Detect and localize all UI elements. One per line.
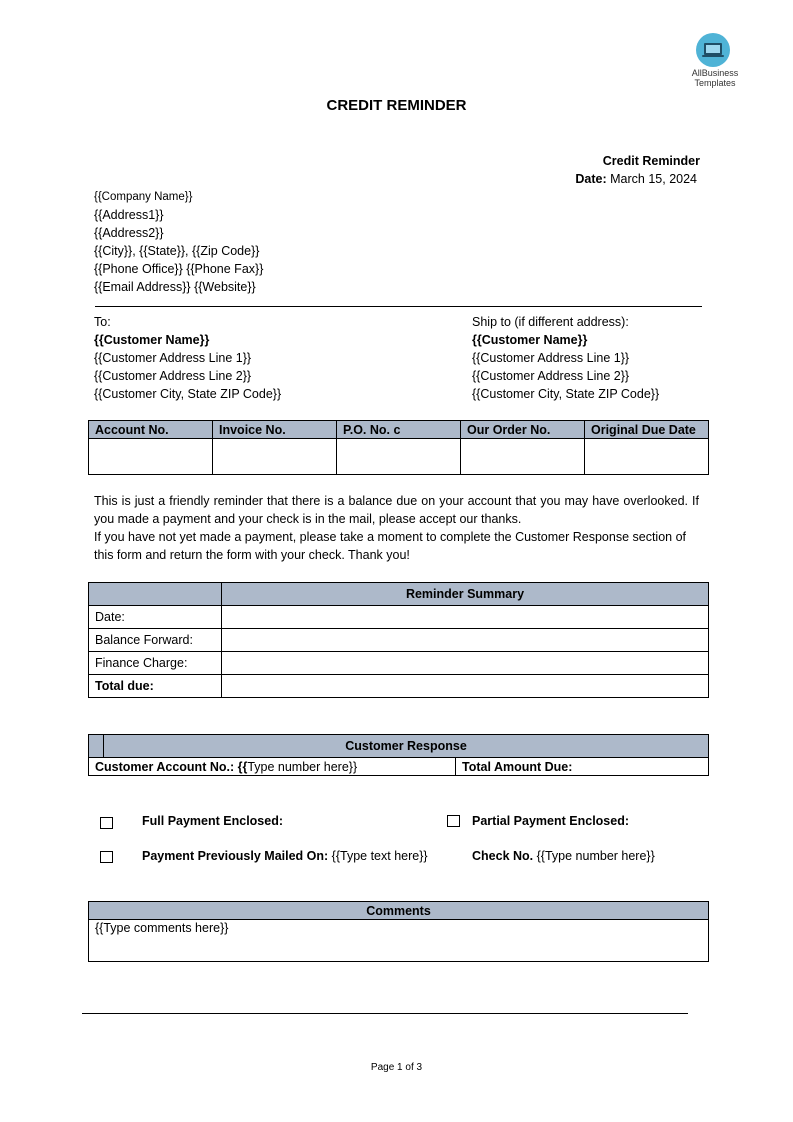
reminder-summary-table [88,582,709,698]
mailed-payment-line: Payment Previously Mailed On: {{Type text here}} [142,849,428,863]
page-title: CREDIT REMINDER [326,97,467,114]
account-no-cell[interactable] [89,439,213,475]
divider [95,306,702,307]
to-block: To: {{Customer Name}} {{Customer Address Line 1}} {{Customer Address Line 2}} {{Customer City, State ZIP Code}} [94,315,282,401]
response-account-cell[interactable]: Customer Account No.: {{Type number here}} [89,758,456,776]
po-no-header: P.O. No. c [337,421,461,439]
company-name: {{Company Name}} [94,191,193,203]
company-email: {{Email Address}} {{Website}} [94,280,256,294]
check-no-line: Check No. {{Type number here}} [472,849,655,863]
ship-to-block: Ship to (if different address): {{Customer Name}} {{Customer Address Line 1}} {{Customer Address Line 2}} {{Customer City, State ZIP Code}} [472,315,660,401]
summary-total-value[interactable] [222,675,709,698]
summary-date-value[interactable] [222,606,709,629]
company-address2: {{Address2}} [94,226,164,240]
summary-corner [89,583,222,606]
check-no-field[interactable]: {{Type number here}} [536,849,655,863]
company-address1: {{Address1}} [94,208,164,222]
order-no-header: Our Order No. [461,421,585,439]
comments-field[interactable]: {{Type comments here}} [89,920,709,962]
full-payment-checkbox[interactable] [100,817,113,829]
order-no-cell[interactable] [461,439,585,475]
comments-table [88,901,709,962]
summary-title: Reminder Summary [222,583,709,606]
summary-balance-label: Balance Forward: [89,629,222,652]
customer-response-table [88,734,709,776]
response-corner [89,735,104,758]
response-total-cell[interactable]: Total Amount Due: [456,758,709,776]
header-label: Credit Reminder [602,154,700,168]
response-title: Customer Response [104,735,709,758]
partial-payment-checkbox[interactable] [447,815,460,827]
summary-total-label: Total due: [89,675,222,698]
mailed-payment-checkbox[interactable] [100,851,113,863]
footer-divider [82,1013,688,1014]
po-no-cell[interactable] [337,439,461,475]
mailed-date-field[interactable]: {{Type text here}} [331,849,428,863]
due-date-cell[interactable] [585,439,709,475]
logo-icon [696,33,730,67]
summary-balance-value[interactable] [222,629,709,652]
full-payment-label: Full Payment Enclosed: [142,814,284,828]
laptop-icon [696,33,730,67]
partial-payment-label: Partial Payment Enclosed: [472,814,630,828]
company-city: {{City}}, {{State}}, {{Zip Code}} [94,244,260,258]
header-date: Date: March 15, 2024 [575,172,697,186]
page-number: Page 1 of 3 [370,1062,423,1073]
reminder-paragraph: This is just a friendly reminder that there is a balance due on your account that you may have overlooked. If you made a payment and your check is in the mail, please accept our thanks. If you have not yet made a payment, please take a moment to complete the Customer Response section of this form and return the form with your check. Thank you! [94,494,699,562]
logo-text: AllBusiness Templates [691,68,739,88]
invoice-no-header: Invoice No. [213,421,337,439]
comments-title: Comments [89,902,709,920]
due-date-header: Original Due Date [585,421,709,439]
invoice-no-cell[interactable] [213,439,337,475]
company-phone: {{Phone Office}} {{Phone Fax}} [94,262,264,276]
account-no-header: Account No. [89,421,213,439]
summary-date-label: Date: [89,606,222,629]
summary-finance-label: Finance Charge: [89,652,222,675]
summary-finance-value[interactable] [222,652,709,675]
account-table [88,420,709,475]
company-block [94,188,263,296]
